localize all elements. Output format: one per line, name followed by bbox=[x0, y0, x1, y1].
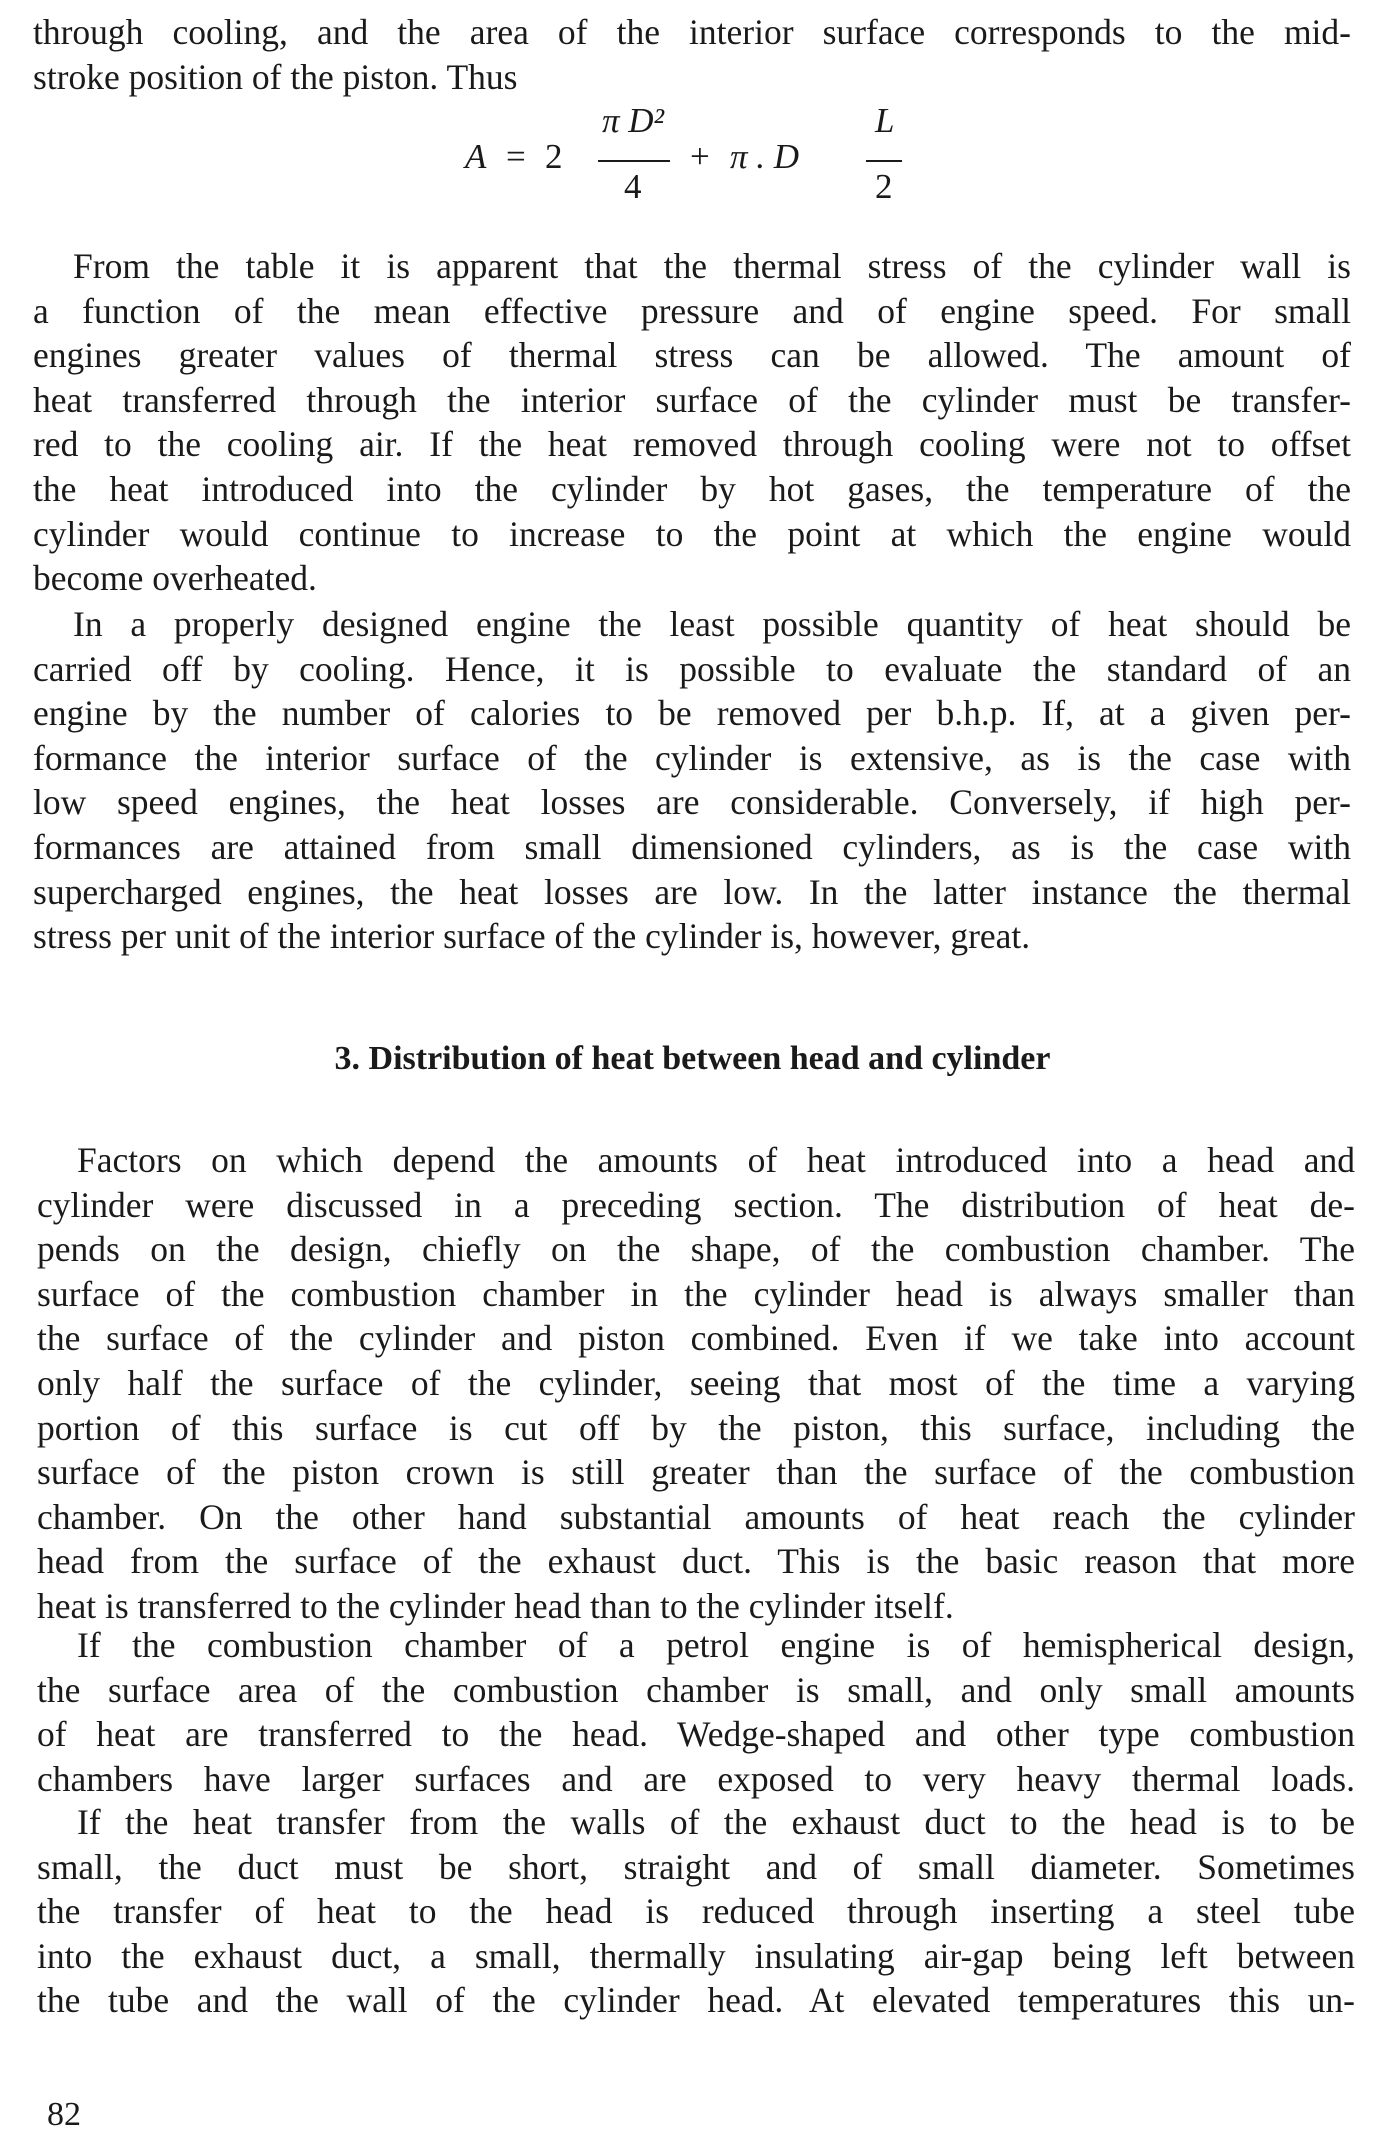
text-line: the surface area of the combustion chamber is small, and only small amounts bbox=[37, 1669, 1355, 1710]
area-formula bbox=[0, 101, 1385, 225]
paragraph-thermal-stress bbox=[33, 244, 1351, 601]
section-heading: 3. Distribution of heat between head and cylinder bbox=[334, 1040, 1051, 1077]
paragraph-exhaust-duct bbox=[37, 1800, 1355, 2023]
text-line: surface of the piston crown is still greater than the surface of the combustion bbox=[37, 1452, 1355, 1493]
text-line: stroke position of the piston. Thus bbox=[33, 56, 518, 97]
text-line: From the table it is apparent that the thermal stress of the cylinder wall is bbox=[73, 246, 1351, 286]
text-line: become overheated. bbox=[33, 558, 317, 599]
text-line: the heat introduced into the cylinder by hot gases, the temperature of the bbox=[33, 468, 1351, 509]
text-line: engines greater values of thermal stress can be allowed. The amount of bbox=[33, 335, 1351, 376]
formula-coefficient: 2 bbox=[545, 137, 563, 176]
text-line: heat transferred through the interior surface of the cylinder must be transfer- bbox=[33, 379, 1351, 420]
text-line: the surface of the cylinder and piston combined. Even if we take into account bbox=[37, 1318, 1355, 1359]
text-line: cylinder were discussed in a preceding section. The distribution of heat de- bbox=[37, 1184, 1355, 1225]
text-line: stress per unit of the interior surface of the cylinder is, however, great. bbox=[33, 916, 1031, 957]
text-line: chambers have larger surfaces and are exposed to very heavy thermal loads. bbox=[37, 1758, 1355, 1799]
formula-pi-d: π . D bbox=[730, 137, 800, 176]
text-line: only half the surface of the cylinder, seeing that most of the time a varying bbox=[37, 1362, 1355, 1403]
text-line: In a properly designed engine the least possible quantity of heat should be bbox=[73, 604, 1351, 644]
text-line: the transfer of heat to the head is reduced through inserting a steel tube bbox=[37, 1891, 1355, 1932]
text-line: If the heat transfer from the walls of the exhaust duct to the head is to be bbox=[77, 1802, 1355, 1842]
text-line: a function of the mean effective pressure and of engine speed. For small bbox=[33, 290, 1351, 331]
formula-plus: + bbox=[690, 137, 710, 176]
formula-equals: = bbox=[506, 137, 526, 176]
text-line: of heat are transferred to the head. Wedge-shaped and other type combustion bbox=[37, 1714, 1355, 1755]
text-line: Factors on which depend the amounts of heat introduced into a head and bbox=[77, 1140, 1355, 1180]
formula-fraction2-denominator: 2 bbox=[875, 167, 893, 206]
text-line: small, the duct must be short, straight and of small diameter. Sometimes bbox=[37, 1846, 1355, 1887]
text-line: into the exhaust duct, a small, thermally insulating air-gap being left between bbox=[37, 1935, 1355, 1976]
text-line: the tube and the wall of the cylinder head. At elevated temperatures this un- bbox=[37, 1980, 1355, 2021]
text-line: If the combustion chamber of a petrol engine is of hemispherical design, bbox=[77, 1625, 1355, 1665]
text-line: engine by the number of calories to be removed per b.h.p. If, at a given per- bbox=[33, 693, 1351, 734]
fraction-bar bbox=[866, 160, 902, 162]
paragraph-properly-designed bbox=[33, 602, 1351, 959]
formula-fraction2-numerator: L bbox=[875, 101, 895, 140]
text-line: formance the interior surface of the cylinder is extensive, as is the case with bbox=[33, 737, 1351, 778]
text-line: supercharged engines, the heat losses are low. In the latter instance the thermal bbox=[33, 871, 1351, 912]
text-line: carried off by cooling. Hence, it is possible to evaluate the standard of an bbox=[33, 648, 1351, 689]
text-line: heat is transferred to the cylinder head than to the cylinder itself. bbox=[37, 1585, 954, 1626]
text-line: red to the cooling air. If the heat removed through cooling were not to offset bbox=[33, 424, 1351, 465]
fraction-bar bbox=[598, 160, 670, 162]
paragraph-factors bbox=[37, 1138, 1355, 1629]
text-line: chamber. On the other hand substantial amounts of heat reach the cylinder bbox=[37, 1496, 1355, 1537]
text-line: head from the surface of the exhaust duct. This is the basic reason that more bbox=[37, 1541, 1355, 1582]
text-line: pends on the design, chiefly on the shape, of the combustion chamber. The bbox=[37, 1229, 1355, 1270]
formula-lhs: A bbox=[465, 137, 487, 176]
text-line: low speed engines, the heat losses are considerable. Conversely, if high per- bbox=[33, 782, 1351, 823]
text-line: cylinder would continue to increase to the point at which the engine would bbox=[33, 513, 1351, 554]
text-line: portion of this surface is cut off by the piston, this surface, including the bbox=[37, 1407, 1355, 1448]
text-line: through cooling, and the area of the interior surface corresponds to the mid- bbox=[33, 12, 1351, 52]
intro-paragraph bbox=[33, 10, 1351, 99]
page-number: 82 bbox=[47, 2096, 81, 2133]
text-line: surface of the combustion chamber in the cylinder head is always smaller than bbox=[37, 1273, 1355, 1314]
paragraph-hemispherical bbox=[37, 1623, 1355, 1801]
formula-fraction1-denominator: 4 bbox=[624, 167, 642, 206]
formula-fraction1-numerator: π D² bbox=[602, 101, 665, 140]
text-line: formances are attained from small dimensioned cylinders, as is the case with bbox=[33, 826, 1351, 867]
